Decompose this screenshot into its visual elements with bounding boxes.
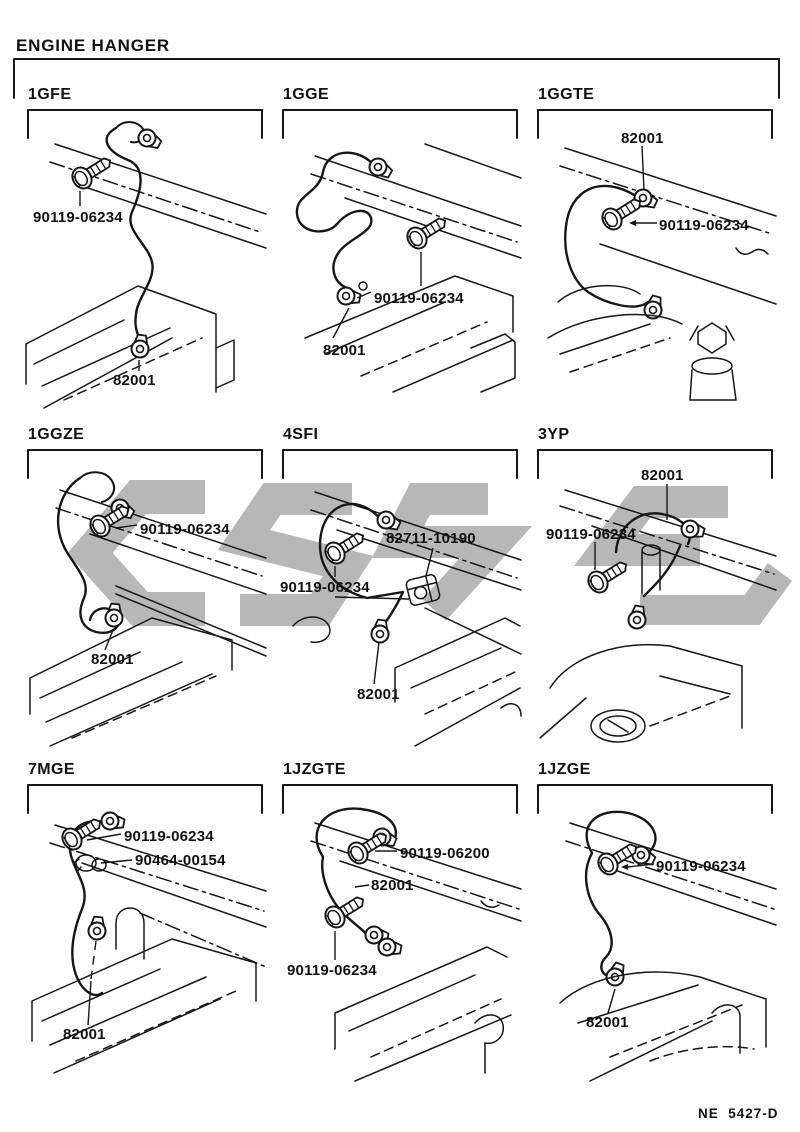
panel-3yp: [530, 426, 780, 758]
engine-hanger-diagram: [275, 86, 525, 418]
part-number-label: 90119-06234: [656, 858, 746, 875]
panel-1ggte: [530, 86, 780, 418]
panel-1ggze: [20, 426, 270, 758]
engine-code-label: 1GGTE: [538, 86, 595, 103]
bolt-icon: [59, 812, 106, 853]
part-number-label: 82711-10190: [386, 530, 476, 547]
engine-code-label: 4SFI: [283, 426, 319, 443]
panel-1gfe: [20, 86, 270, 418]
part-number-label: 82001: [63, 1026, 106, 1043]
panel-7mge: [20, 761, 270, 1093]
engine-code-label: 1GGZE: [28, 426, 85, 443]
ring-terminal-icon: [336, 286, 361, 307]
part-number-label: 82001: [621, 130, 664, 147]
engine-hanger-diagram: [530, 761, 780, 1093]
engine-code-label: 3YP: [538, 426, 570, 443]
document-code: NE 5427-D: [698, 1106, 779, 1121]
part-number-label: 90119-06234: [546, 526, 636, 543]
part-number-label: 82001: [371, 877, 414, 894]
part-number-label: 90119-06234: [140, 521, 230, 538]
part-number-label: 90119-06234: [287, 962, 377, 979]
engine-code-label: 1GFE: [28, 86, 72, 103]
panel-1jzge: [530, 761, 780, 1093]
ring-terminal-icon: [105, 603, 124, 627]
engine-hanger-diagram: [275, 761, 525, 1093]
part-number-label: 82001: [91, 651, 134, 668]
ring-terminal-icon: [136, 127, 164, 153]
part-number-label: 90119-06200: [400, 845, 490, 862]
ring-terminal-icon: [370, 619, 390, 644]
ring-terminal-icon: [680, 519, 706, 541]
part-number-label: 90119-06234: [374, 290, 464, 307]
engine-hanger-diagram: [20, 761, 270, 1093]
part-number-label: 82001: [357, 686, 400, 703]
harness-clamp-icon: [405, 574, 440, 606]
engine-code-label: 1JZGE: [538, 761, 591, 778]
engine-code-label: 1GGE: [283, 86, 330, 103]
engine-code-label: 1JZGTE: [283, 761, 346, 778]
engine-hanger-diagram: [20, 426, 270, 758]
ring-terminal-icon: [100, 811, 125, 832]
ring-terminal-icon: [627, 605, 648, 630]
part-number-label: 82001: [641, 467, 684, 484]
part-number-label: 90119-06234: [280, 579, 370, 596]
part-number-label: 82001: [586, 1014, 629, 1031]
panel-1jzgte: [275, 761, 525, 1093]
part-number-label: 90119-06234: [33, 209, 123, 226]
bolt-icon: [69, 151, 116, 192]
part-number-label: 90464-00154: [135, 852, 226, 869]
page-title: ENGINE HANGER: [16, 36, 170, 55]
bolt-icon: [585, 555, 632, 596]
part-number-label: 82001: [113, 372, 156, 389]
ring-terminal-icon: [88, 916, 107, 940]
ring-terminal-icon: [377, 937, 402, 958]
part-number-label: 90119-06234: [124, 828, 214, 845]
panel-1gge: [275, 86, 525, 418]
panel-4sfi: [275, 426, 525, 758]
engine-code-label: 7MGE: [28, 761, 75, 778]
bolt-icon: [322, 890, 369, 931]
part-number-label: 82001: [323, 342, 366, 359]
engine-hanger-diagram: [20, 86, 270, 418]
part-number-label: 90119-06234: [659, 217, 749, 234]
